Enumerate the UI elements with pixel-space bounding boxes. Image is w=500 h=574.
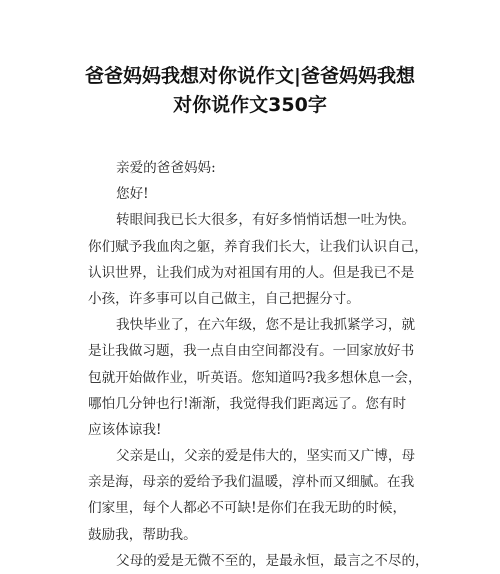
text-line: 是让我做习题，我一点自由空间都没有。一回家放好书 bbox=[88, 343, 415, 360]
text-line: 你们赋予我血肉之躯，养育我们长大，让我们认识自己， bbox=[88, 238, 428, 255]
text-line: 认识世界，让我们成为对祖国有用的人。但是我已不是 bbox=[88, 264, 415, 281]
text-line: 父母的爱是无微不至的，是最永恒，最言之不尽的， bbox=[116, 552, 429, 569]
text-line: 您好! bbox=[116, 186, 149, 203]
document-title bbox=[60, 62, 440, 120]
text-line: 亲爱的爸爸妈妈: bbox=[116, 160, 216, 176]
text-line: 鼓励我，帮助我。 bbox=[88, 526, 197, 543]
title-line-2: 对你说作文350字 bbox=[173, 94, 327, 116]
text-line: 父亲是山，父亲的爱是伟大的，坚实而又广博，母 bbox=[116, 448, 416, 465]
document-body bbox=[88, 155, 428, 574]
text-line: 哪怕几分钟也行!渐渐，我觉得我们距离远了。您有时 bbox=[88, 395, 407, 412]
text-line: 们家里，每个人都必不可缺!是你们在我无助的时候， bbox=[88, 500, 407, 517]
text-line: 应该体谅我! bbox=[88, 421, 162, 438]
text-line: 转眼间我已长大很多，有好多悄悄话想一吐为快。 bbox=[116, 212, 416, 229]
text-line: 包就开始做作业，听英语。您知道吗?我多想休息一会， bbox=[88, 369, 422, 386]
text-line: 小孩，许多事可以自己做主，自己把握分寸。 bbox=[88, 290, 360, 307]
title-line-1: 爸爸妈妈我想对你说作文|爸爸妈妈我想 bbox=[85, 65, 415, 87]
text-line: 我快毕业了，在六年级，您不是让我抓紧学习，就 bbox=[116, 317, 416, 334]
text-line: 亲是海，母亲的爱给予我们温暖，淳朴而又细腻。在我 bbox=[88, 474, 415, 491]
